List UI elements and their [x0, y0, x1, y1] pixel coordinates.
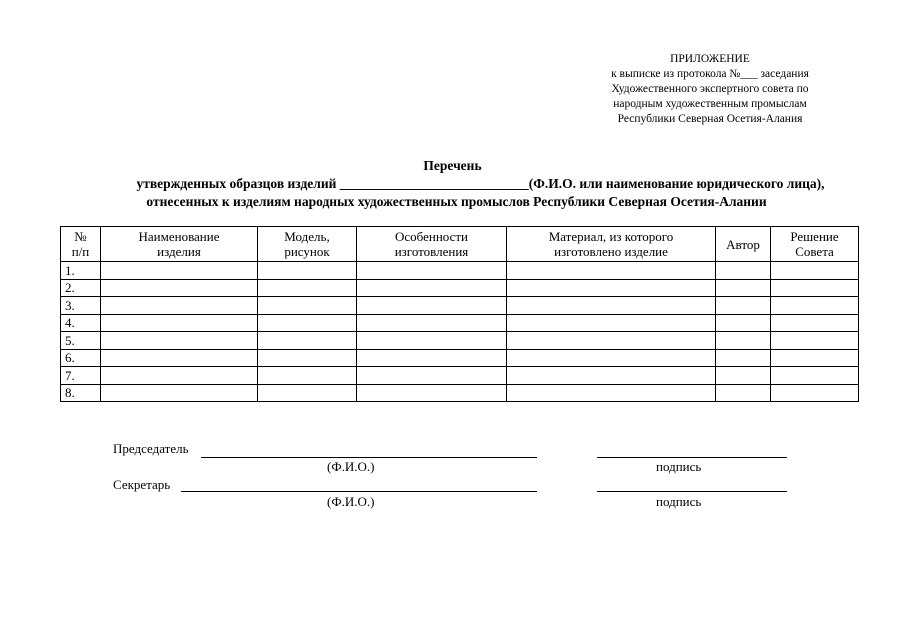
row-number: 6. — [61, 349, 101, 367]
row-number: 2. — [61, 279, 101, 297]
column-header — [507, 227, 716, 262]
table-cell — [357, 262, 507, 280]
subtitle-suffix: (Ф.И.О. или наименование юридического лица), — [528, 176, 825, 191]
table-cell — [716, 314, 771, 332]
table-cell — [716, 349, 771, 367]
table-cell — [258, 367, 357, 385]
row-number: 4. — [61, 314, 101, 332]
table-cell — [101, 297, 258, 315]
column-header-line: изготовления — [394, 244, 469, 259]
subtitle-prefix: утвержденных образцов изделий — [136, 176, 337, 191]
chairman-fio-caption: (Ф.И.О.) — [327, 459, 375, 474]
table-cell — [507, 367, 716, 385]
secretary-signature-caption: подпись — [656, 494, 702, 509]
table-row — [61, 332, 859, 350]
row-number: 1. — [61, 262, 101, 280]
table-row — [61, 384, 859, 402]
table-row — [61, 367, 859, 385]
table-row — [61, 262, 859, 280]
items-table — [60, 226, 859, 402]
row-number: 5. — [61, 332, 101, 350]
table-cell — [357, 349, 507, 367]
column-header — [258, 227, 357, 262]
column-header — [716, 227, 771, 262]
table-cell — [771, 279, 859, 297]
table-cell — [716, 262, 771, 280]
table-cell — [357, 332, 507, 350]
table-cell — [258, 314, 357, 332]
table-cell — [771, 332, 859, 350]
column-header-line: Материал, из которого — [548, 229, 674, 244]
table-cell — [357, 367, 507, 385]
table-header-row — [61, 227, 859, 262]
table-cell — [507, 314, 716, 332]
appendix-line: Художественного экспертного совета по — [611, 83, 809, 95]
table-cell — [716, 297, 771, 315]
column-header-line: Наименование — [138, 229, 220, 244]
column-header-line: Совета — [795, 244, 834, 259]
table-cell — [101, 262, 258, 280]
table-body — [61, 262, 859, 402]
secretary-fio-caption: (Ф.И.О.) — [327, 494, 375, 509]
table-row — [61, 297, 859, 315]
table-cell — [357, 314, 507, 332]
table-cell — [357, 384, 507, 402]
table-cell — [101, 349, 258, 367]
secretary-label: Секретарь — [113, 477, 171, 492]
row-number: 3. — [61, 297, 101, 315]
table-cell — [507, 262, 716, 280]
table-cell — [101, 332, 258, 350]
row-number: 8. — [61, 384, 101, 402]
subtitle-blank: ____________________________ — [339, 176, 529, 191]
table-cell — [258, 262, 357, 280]
column-header-line: Особенности — [394, 229, 469, 244]
column-header — [101, 227, 258, 262]
appendix-block — [560, 52, 860, 127]
table-cell — [507, 279, 716, 297]
table-cell — [771, 297, 859, 315]
table-cell — [258, 384, 357, 402]
table-cell — [101, 279, 258, 297]
column-header — [771, 227, 859, 262]
table-cell — [507, 297, 716, 315]
table-cell — [258, 332, 357, 350]
table-cell — [771, 314, 859, 332]
table-cell — [716, 279, 771, 297]
table-cell — [507, 349, 716, 367]
secretary-signature-line — [597, 491, 787, 492]
table-row — [61, 349, 859, 367]
column-header-line: рисунок — [284, 244, 330, 259]
chairman-label: Председатель — [113, 441, 189, 456]
table-cell — [507, 384, 716, 402]
appendix-line: к выписке из протокола №___ заседания — [611, 68, 809, 80]
document-subtitle — [28, 176, 905, 192]
table-cell — [771, 349, 859, 367]
table-cell — [101, 367, 258, 385]
table-cell — [101, 314, 258, 332]
document-heading: Перечень — [423, 158, 482, 173]
chairman-fio-line — [201, 457, 537, 458]
column-header — [61, 227, 101, 262]
column-header-line: изготовлено изделие — [554, 244, 668, 259]
column-header-line: № — [74, 229, 87, 244]
table-cell — [716, 384, 771, 402]
table-cell — [716, 367, 771, 385]
column-header-line: Модель, — [284, 229, 330, 244]
column-header — [357, 227, 507, 262]
appendix-line: Республики Северная Осетия-Алания — [617, 113, 803, 125]
table-cell — [771, 262, 859, 280]
appendix-line: народным художественным промыслам — [613, 98, 807, 110]
table-cell — [258, 279, 357, 297]
table-cell — [101, 384, 258, 402]
table-cell — [771, 384, 859, 402]
chairman-signature-caption: подпись — [656, 459, 702, 474]
table-cell — [357, 297, 507, 315]
table-row — [61, 279, 859, 297]
chairman-signature-line — [597, 457, 787, 458]
document-subtitle-line3: отнесенных к изделиям народных художественных промыслов Республики Северная Осетия-Алании — [146, 194, 767, 209]
table-cell — [771, 367, 859, 385]
secretary-fio-line — [181, 491, 537, 492]
table-cell — [716, 332, 771, 350]
table-row — [61, 314, 859, 332]
column-header-line: изделия — [157, 244, 201, 259]
column-header-line: Решение — [790, 229, 839, 244]
table-cell — [357, 279, 507, 297]
table-cell — [258, 297, 357, 315]
table-cell — [507, 332, 716, 350]
column-header-line: п/п — [71, 244, 90, 259]
row-number: 7. — [61, 367, 101, 385]
column-header-line: Автор — [726, 236, 760, 252]
table-cell — [258, 349, 357, 367]
appendix-title: ПРИЛОЖЕНИЕ — [670, 53, 750, 65]
